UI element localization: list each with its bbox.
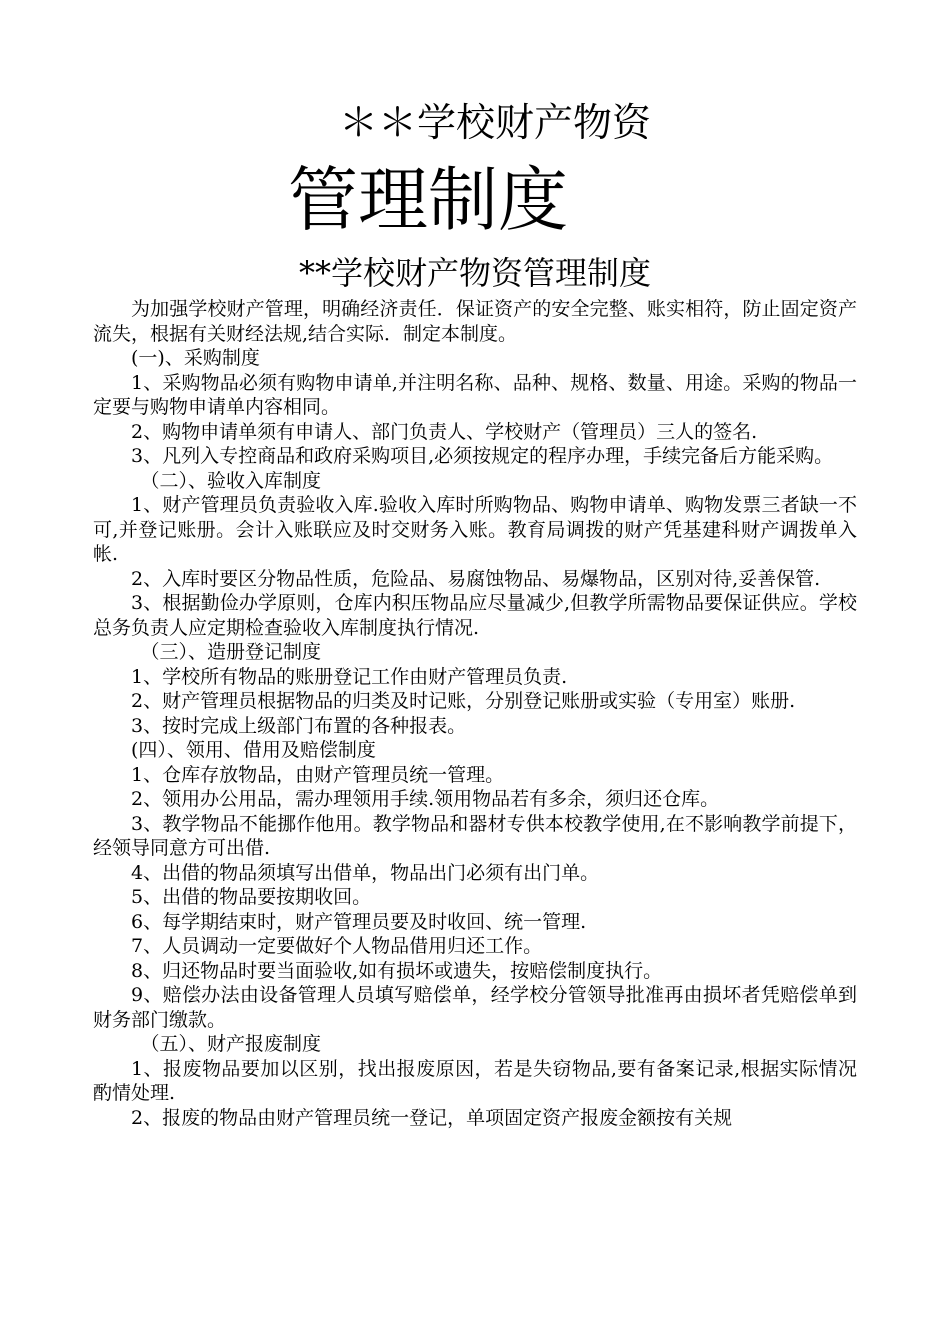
paragraph: 2、报废的物品由财产管理员统一登记，单项固定资产报废金额按有关规 [131,1106,733,1129]
section-heading-borrowing: (四）、领用、借用及赔偿制度 [131,739,376,761]
paragraph: 1、采购物品必须有购物申请单,并注明名称、品种、规格、数量、用途。采购的物品一定要与购物申请单内容相同。 [93,371,857,418]
paragraph: 9、赔偿办法由设备管理人员填写赔偿单，经学校分管领导批准再由损坏者凭赔偿单到财务部门缴款。 [93,984,857,1031]
section-heading-inspection: （二）、验收入库制度 [140,469,322,492]
paragraph: 1、财产管理员负责验收入库.验收入库时所购物品、购物申请单、购物发票三者缺一不可,并登记账册。会计入账联应及时交财务入账。教育局调拨的财产凭基建科财产调拨单入帐. [93,494,857,565]
intro-paragraph: 为加强学校财产管理，明确经济责任．保证资产的安全完整、账实相符，防止固定资产流失，根据有关财经法规,结合实际．制定本制度。 [93,298,857,345]
paragraph: 7、人员调动一定要做好个人物品借用归还工作。 [131,935,543,957]
paragraph: 6、每学期结束时，财产管理员要及时收回、统一管理. [131,910,587,933]
section-heading-registration: （三）、造册登记制度 [140,641,322,663]
paragraph: 2、购物申请单须有申请人、部门负责人、学校财产（管理员）三人的签名. [131,420,758,443]
title-line-2: 管理制度 [288,159,568,241]
document-body [93,297,857,1130]
section-heading-scrapping: （五）、财产报废制度 [140,1033,322,1055]
paragraph: 1、报废物品要加以区别，找出报废原因，若是失窃物品,要有备案记录,根据实际情况酌情处理. [93,1057,857,1104]
paragraph: 2、领用办公用品，需办理领用手续.领用物品若有多余，须归还仓库。 [131,788,720,810]
paragraph: 2、财产管理员根据物品的归类及时记账，分别登记账册或实验（专用室）账册. [131,690,796,712]
paragraph: 1、仓库存放物品，由财产管理员统一管理。 [131,763,505,786]
title-line-1: ＊＊学校财产物资 [338,101,651,146]
section-heading-purchase: (一)、采购制度 [131,347,260,369]
paragraph: 1、学校所有物品的账册登记工作由财产管理员负责. [131,665,568,688]
paragraph: 4、出借的物品须填写出借单，物品出门必须有出门单。 [131,861,600,884]
paragraph: 8、归还物品时要当面验收,如有损坏或遗失，按赔偿制度执行。 [131,959,663,982]
paragraph: 3、根据勤俭办学原则，仓库内积压物品应尽量减少,但教学所需物品要保证供应。学校总务负责人应定期检查验收入库制度执行情况. [93,592,857,639]
document-subtitle: **学校财产物资管理制度 [298,254,651,292]
paragraph: 3、凡列入专控商品和政府采购项目,必须按规定的程序办理，手续完备后方能采购。 [131,445,834,467]
paragraph: 3、教学物品不能挪作他用。教学物品和器材专供本校教学使用,在不影响教学前提下，经领导同意方可出借. [93,812,857,859]
paragraph: 2、入库时要区分物品性质，危险品、易腐蚀物品、易爆物品，区别对待,妥善保管. [131,567,821,590]
paragraph: 3、按时完成上级部门布置的各种报表。 [131,714,467,737]
paragraph: 5、出借的物品要按期收回。 [131,886,372,908]
